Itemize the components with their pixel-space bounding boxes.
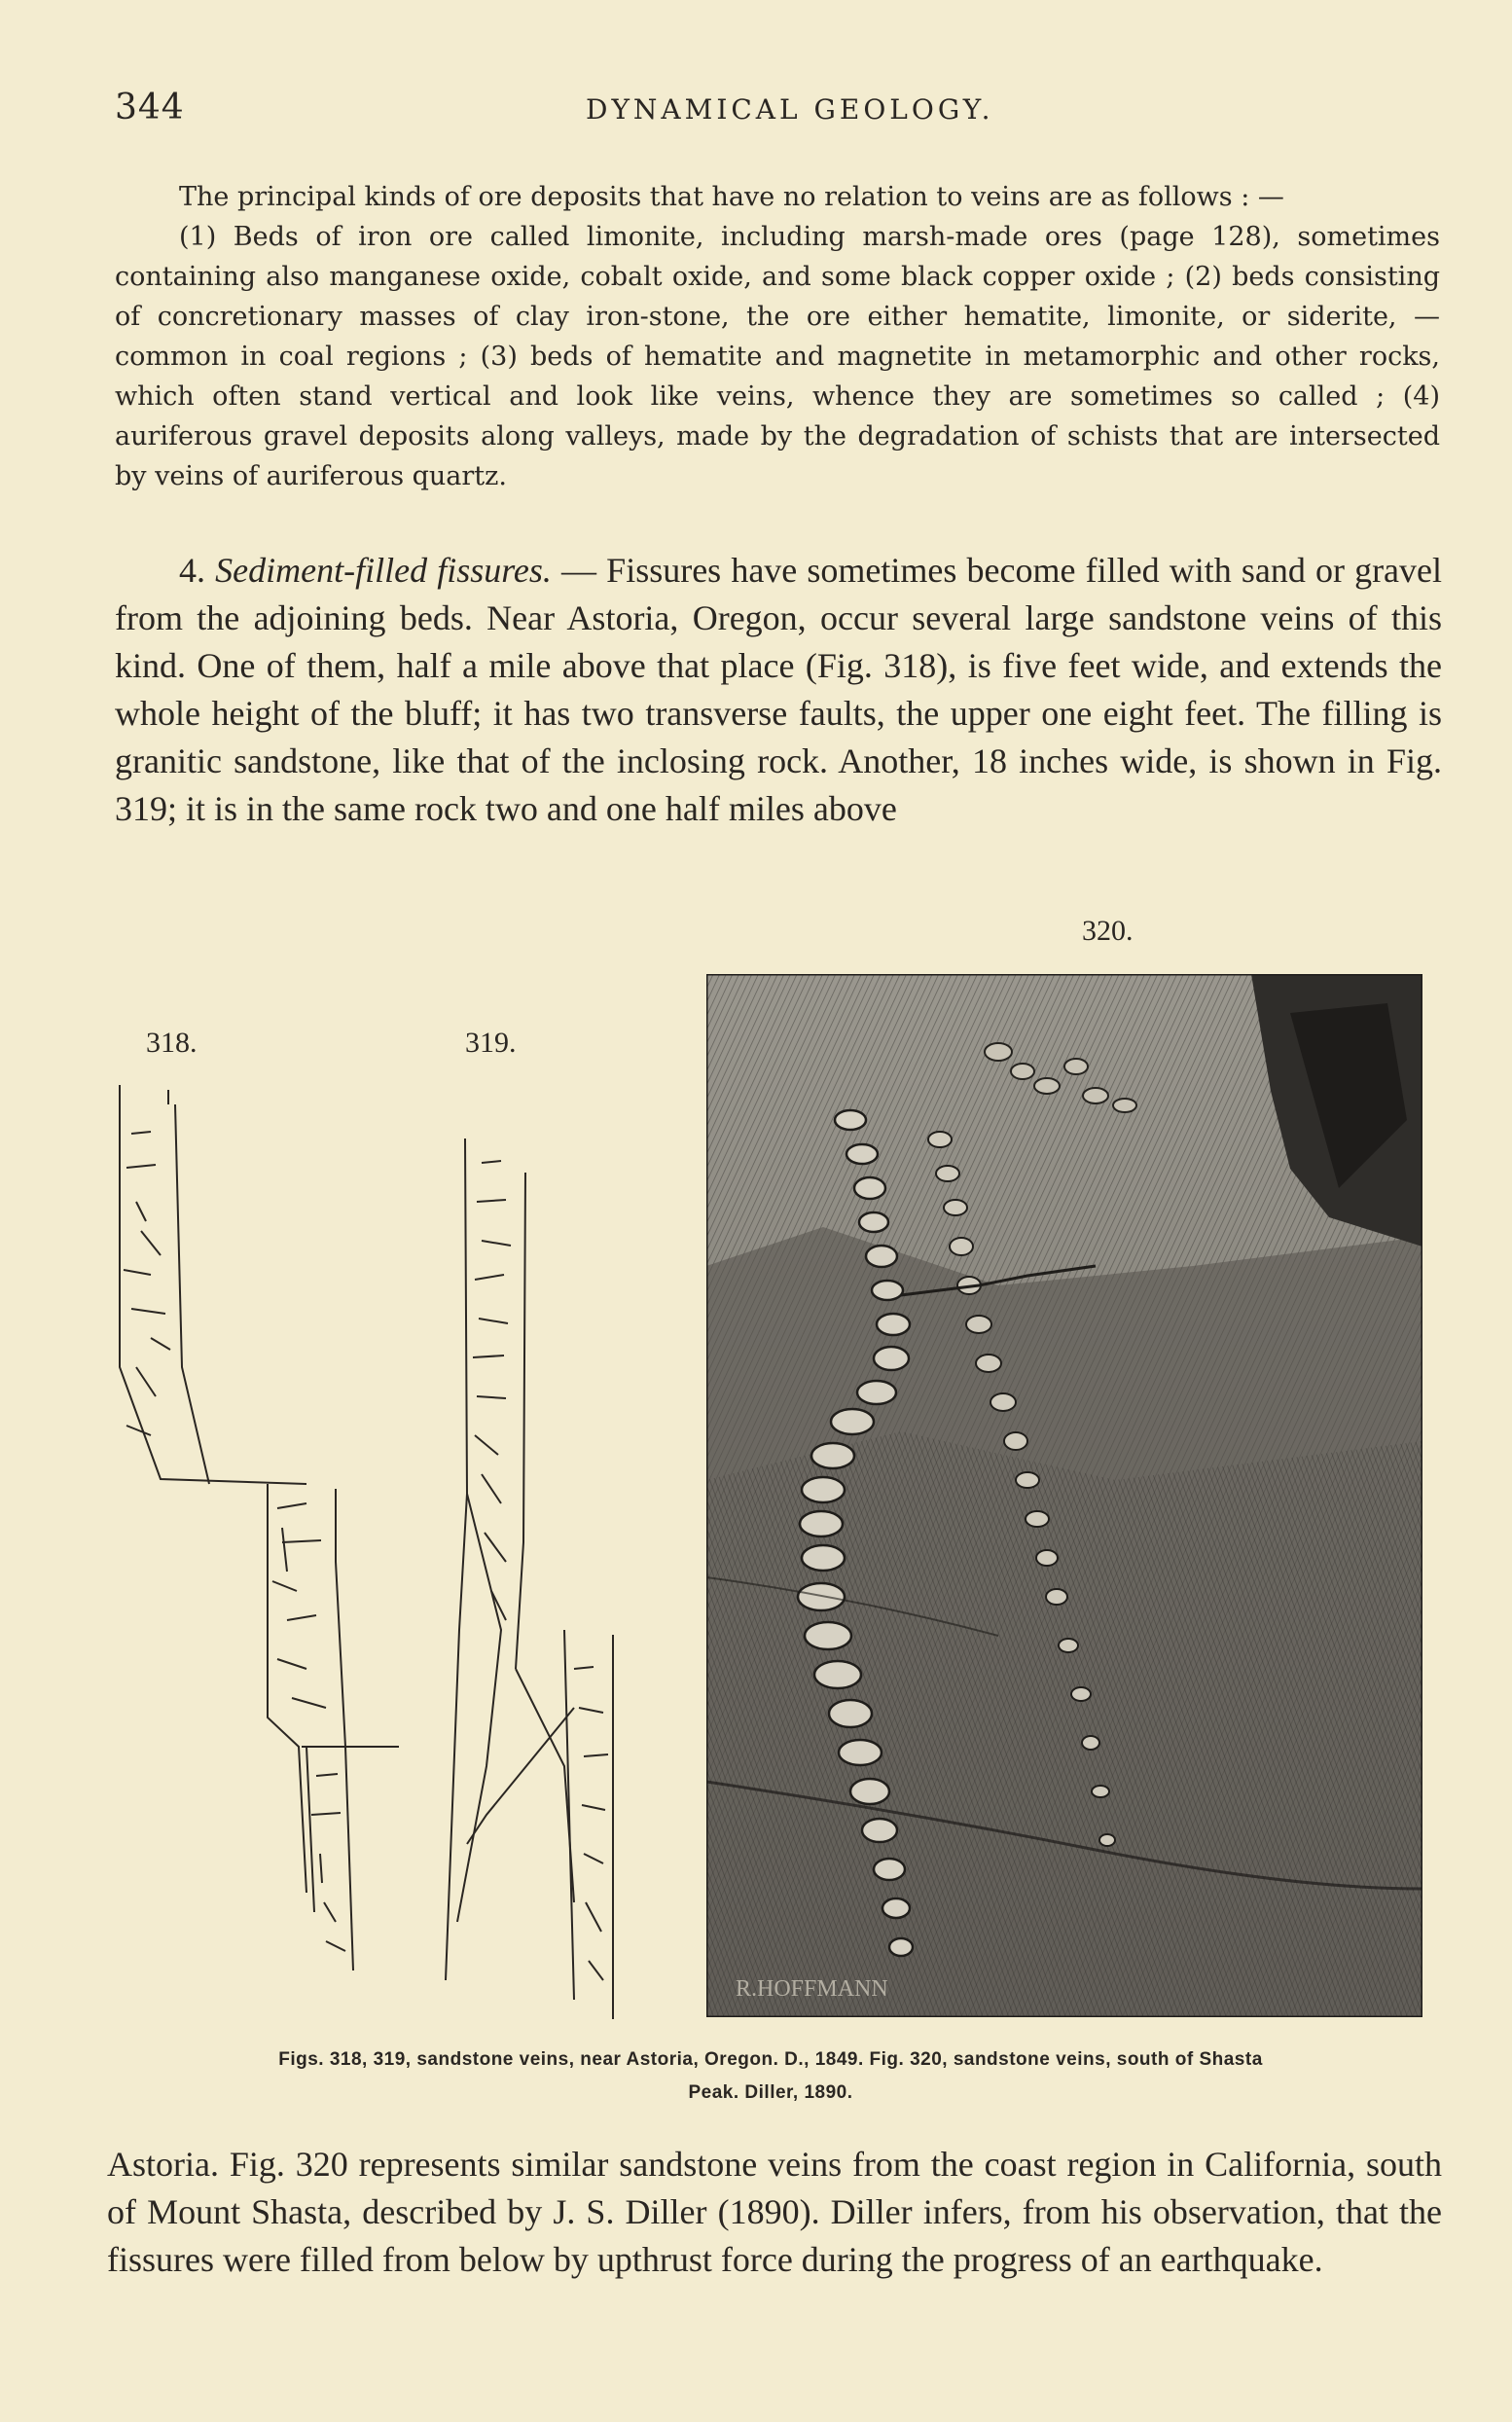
section-number: 4. bbox=[179, 551, 205, 590]
section-4-paragraph bbox=[115, 547, 1442, 833]
fig-320-engraving bbox=[706, 974, 1422, 2017]
fig-318-drawing bbox=[112, 1075, 414, 2048]
fig-319-label: 319. bbox=[465, 1027, 517, 1059]
page-number: 344 bbox=[115, 88, 185, 127]
continuation-paragraph: Astoria. Fig. 320 represents similar sandstone veins from the coast region in California, south of Mount Shasta, described by J. S. Diller (1890). Diller infers, from his observation, that the fissures were filled from below by upthrust force during the progress of an earthquake. bbox=[107, 2145, 1442, 2279]
fig-320-label: 320. bbox=[1082, 915, 1134, 947]
figure-caption bbox=[109, 2043, 1432, 2110]
caption-line-2: Peak. Diller, 1890. bbox=[688, 2082, 853, 2103]
section-4 bbox=[115, 547, 1442, 833]
ore-section bbox=[115, 177, 1440, 496]
caption-line-1: Figs. 318, 319, sandstone veins, near Astoria, Oregon. D., 1849. Fig. 320, sandstone veins, south of Shasta bbox=[278, 2049, 1263, 2070]
section-heading: Sediment-filled fissures. bbox=[215, 551, 552, 590]
engraver-signature: R.HOFFMANN bbox=[736, 1976, 888, 2002]
ore-intro: The principal kinds of ore deposits that have no relation to veins are as follows : — bbox=[179, 182, 1284, 212]
fig-318-label: 318. bbox=[146, 1027, 198, 1059]
continuation-paragraph-block bbox=[107, 2141, 1442, 2284]
running-title: DYNAMICAL GEOLOGY. bbox=[586, 93, 994, 126]
fig-319-drawing bbox=[428, 1085, 642, 2019]
ore-list-paragraph: (1) Beds of iron ore called limonite, including marsh-made ores (page 128), sometimes containing also manganese oxide, cobalt oxide, and some black copper oxide ; (2) beds consisting of concretionary masses of clay iron-stone, the ore either hematite, limonite, or siderite, — common in coal regions ; (3) beds of hematite and magnetite in metamorphic and other rocks, which often stand vertical and look like veins, whence they are sometimes so called ; (4) auriferous gravel deposits along valleys, made by the degradation of schists that are intersected by veins of auriferous quartz. bbox=[115, 222, 1440, 491]
section-body: — Fissures have sometimes become filled with sand or gravel from the adjoining beds. Near Astoria, Oregon, occur several large sandstone veins of this kind. One of them, half a mile above that place (Fig. 318), is five feet wide, and extends the whole height of the bluff; it has two transverse faults, the upper one eight feet. The filling is granitic sandstone, like that of the inclosing rock. Another, 18 inches wide, is shown in Fig. 319; it is in the same rock two and one half miles above bbox=[115, 551, 1443, 828]
